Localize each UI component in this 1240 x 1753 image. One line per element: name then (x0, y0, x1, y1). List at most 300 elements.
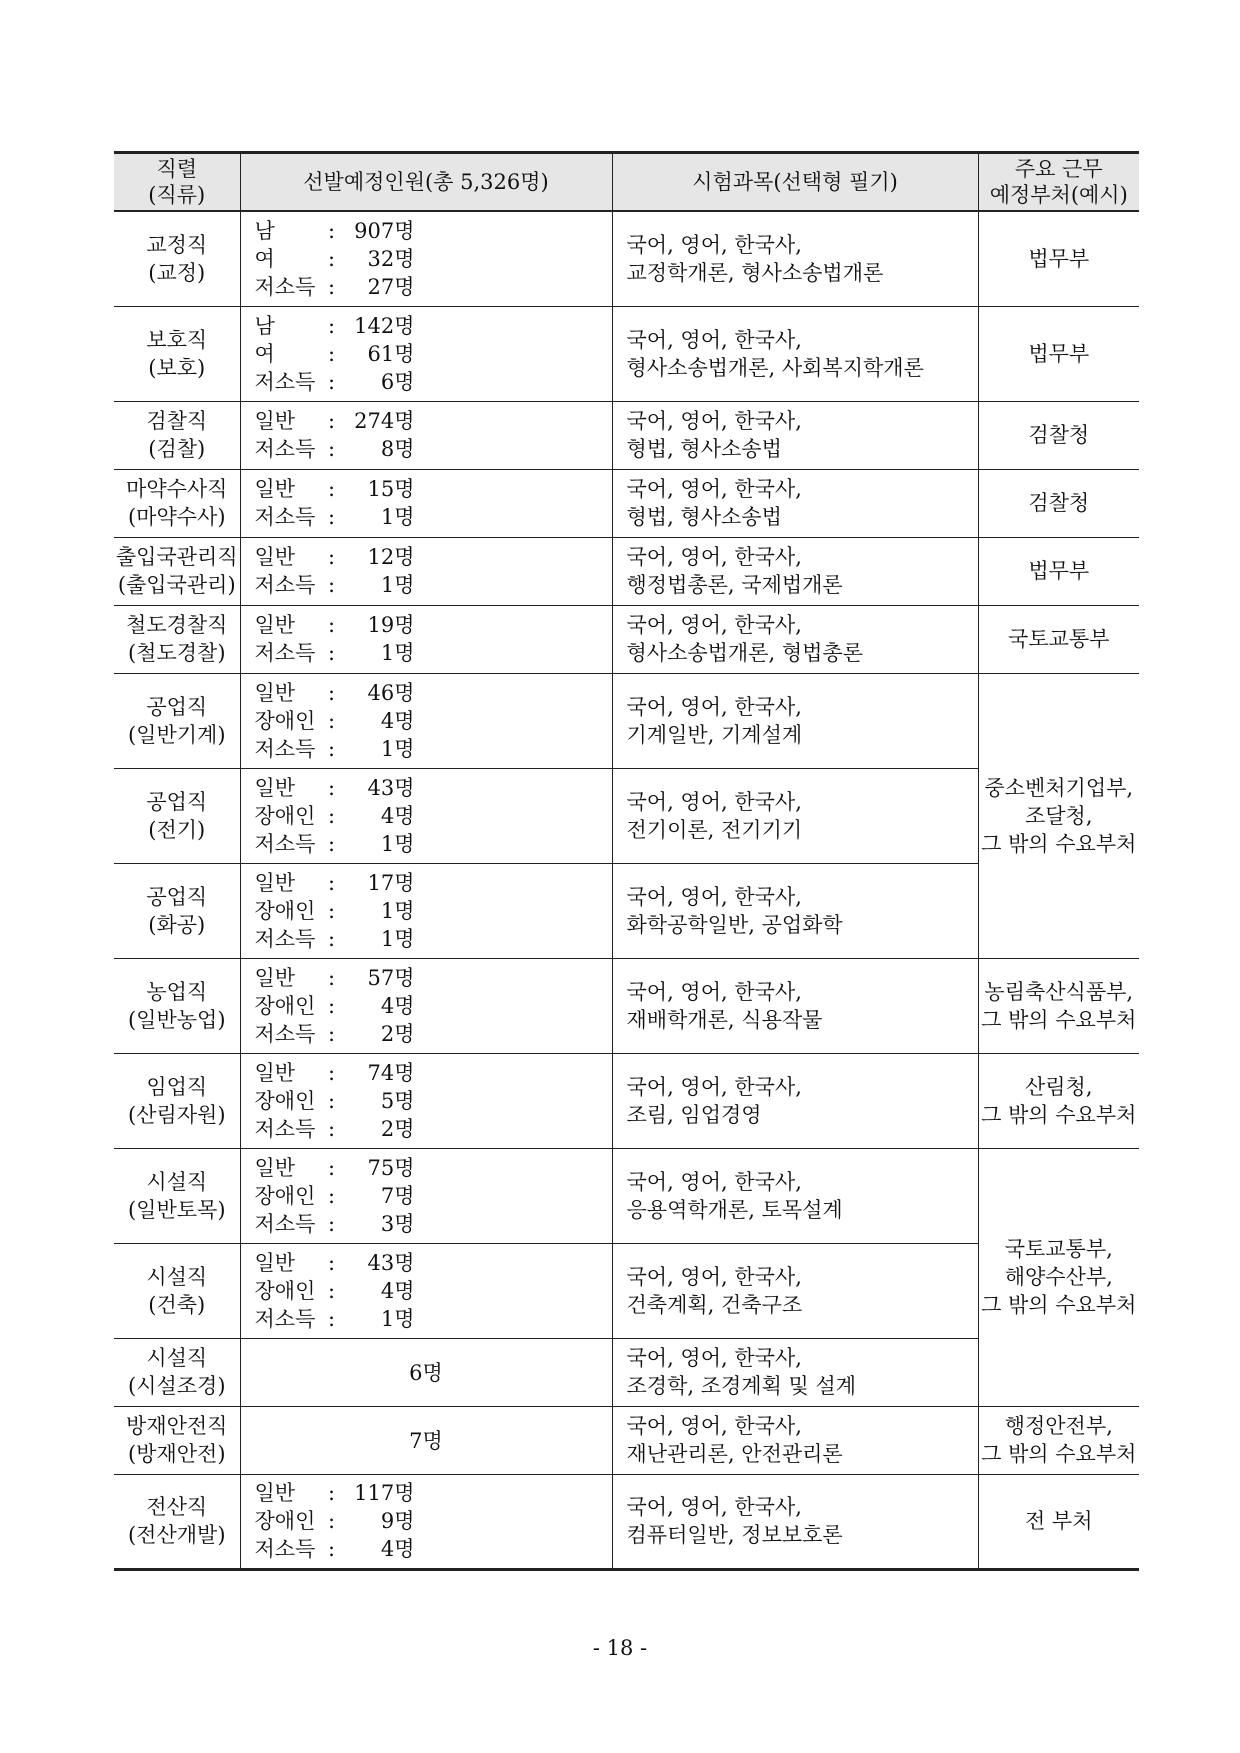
department-line: 산림청, (1024, 1074, 1093, 1099)
count-category: 저소득 (254, 1211, 316, 1236)
count-category: 저소득 (254, 926, 316, 951)
count-colon: : (327, 1155, 336, 1180)
count-category: 저소득 (254, 1537, 316, 1561)
job-series-text: 교정직 (146, 232, 208, 257)
exam-subjects-cell (612, 863, 978, 958)
count-colon: : (327, 313, 336, 338)
count-category: 일반 (254, 870, 296, 895)
exam-subject-line: 형사소송법개론, 사회복지학개론 (626, 355, 924, 380)
count-value: 43명 (367, 775, 415, 800)
exam-subject-line: 기계일반, 기계설계 (626, 722, 803, 747)
exam-subject-line: 국어, 영어, 한국사, (626, 1074, 802, 1099)
department-cell (978, 1406, 1139, 1474)
job-series-text: (시설조경) (127, 1374, 226, 1398)
planned-count-cell (240, 537, 612, 605)
count-line (255, 1249, 612, 1277)
job-series-text: 전산직 (146, 1495, 208, 1519)
count-category: 일반 (254, 775, 296, 800)
count-category: 남 (254, 313, 275, 338)
count-line (255, 639, 612, 667)
exam-subject-line: 국어, 영어, 한국사, (626, 613, 802, 637)
job-series-cell (114, 958, 240, 1053)
count-colon: : (327, 1509, 336, 1533)
department-line: 그 밖의 수요부처 (981, 1102, 1137, 1127)
planned-count-cell: 6명 (240, 1338, 612, 1406)
count-value: 46명 (367, 680, 415, 705)
job-series-cell (114, 1243, 240, 1338)
count-category: 저소득 (254, 274, 316, 299)
count-colon: : (327, 1183, 336, 1208)
count-category: 저소득 (254, 1306, 316, 1331)
count-colon: : (327, 898, 336, 923)
count-category: 저소득 (254, 1116, 316, 1141)
count-line (255, 802, 612, 830)
job-series-text: 검찰직 (146, 409, 208, 433)
exam-subjects-cell (612, 537, 978, 605)
department-cell (978, 673, 1139, 958)
job-series-cell (114, 306, 240, 401)
count-colon: : (327, 1278, 336, 1303)
job-series-cell (114, 211, 240, 306)
count-value: 74명 (367, 1060, 415, 1085)
department-cell (978, 605, 1139, 673)
count-line (255, 543, 612, 571)
count-category: 일반 (254, 1155, 296, 1180)
table-header-row (114, 153, 1139, 212)
planned-count-cell: 7명 (240, 1406, 612, 1474)
count-value: 1명 (380, 1306, 415, 1331)
count-colon: : (327, 369, 336, 394)
table-row (114, 1053, 1139, 1148)
department-cell (978, 401, 1139, 469)
planned-count-cell (240, 306, 612, 401)
count-line (255, 869, 612, 897)
department-line: 그 밖의 수요부처 (981, 1442, 1137, 1466)
count-line (255, 992, 612, 1020)
planned-count-cell (240, 605, 612, 673)
count-colon: : (327, 1250, 336, 1275)
count-category: 저소득 (254, 369, 316, 394)
count-value: 57명 (367, 965, 415, 990)
count-line (255, 1087, 612, 1115)
job-series-text: 출입국관리직 (115, 545, 238, 569)
department-line: 법무부 (1028, 341, 1090, 366)
count-colon: : (327, 1481, 336, 1505)
count-value: 1명 (380, 831, 415, 856)
job-series-text: (방재안전) (127, 1442, 226, 1466)
exam-subject-line: 국어, 영어, 한국사, (626, 232, 802, 257)
planned-count-cell (240, 211, 612, 306)
exam-subject-line: 형법, 형사소송법 (626, 437, 782, 461)
count-line (255, 707, 612, 735)
planned-count-cell (240, 1053, 612, 1148)
exam-subject-line: 교정학개론, 형사소송법개론 (626, 260, 884, 285)
count-colon: : (327, 1021, 336, 1046)
department-line: 해양수산부, (1004, 1265, 1113, 1289)
count-value: 4명 (380, 1537, 415, 1561)
count-line (255, 1182, 612, 1210)
job-series-text: (출입국관리) (117, 573, 236, 597)
count-value: 1명 (380, 505, 415, 529)
count-colon: : (327, 708, 336, 733)
table-row (114, 1406, 1139, 1474)
count-colon: : (327, 1211, 336, 1236)
count-colon: : (327, 274, 336, 299)
count-category: 남 (254, 218, 275, 243)
job-series-text: 시설직 (146, 1264, 208, 1289)
exam-subject-line: 재배학개론, 식용작물 (626, 1007, 823, 1032)
count-category: 일반 (254, 477, 296, 501)
job-series-text: 시설직 (146, 1346, 208, 1370)
department-line: 전 부처 (1024, 1509, 1093, 1533)
count-category: 저소득 (254, 573, 316, 597)
count-line (255, 217, 612, 245)
job-series-text: 철도경찰직 (126, 613, 228, 637)
count-category: 장애인 (254, 803, 316, 828)
count-colon: : (327, 736, 336, 761)
count-value: 7명 (380, 1183, 415, 1208)
exam-subject-line: 형법, 형사소송법 (626, 505, 782, 529)
count-value: 6명 (380, 369, 415, 394)
count-value: 4명 (380, 803, 415, 828)
count-category: 장애인 (254, 1088, 316, 1113)
count-category: 일반 (254, 545, 296, 569)
count-category: 장애인 (254, 993, 316, 1018)
job-series-cell (114, 1474, 240, 1569)
job-series-text: (일반기계) (127, 722, 226, 747)
table-row (114, 211, 1139, 306)
job-series-text: (건축) (148, 1292, 206, 1317)
count-category: 일반 (254, 1250, 296, 1275)
department-cell (978, 211, 1139, 306)
count-line (255, 245, 612, 273)
count-line (255, 964, 612, 992)
count-line (255, 1305, 612, 1333)
count-value: 1명 (380, 736, 415, 761)
department-line: 행정안전부, (1004, 1414, 1113, 1438)
count-line (255, 273, 612, 301)
job-series-cell (114, 537, 240, 605)
exam-subjects-cell (612, 469, 978, 537)
count-category: 저소득 (254, 736, 316, 761)
department-cell (978, 1148, 1139, 1406)
count-line (255, 897, 612, 925)
job-series-cell (114, 1148, 240, 1243)
exam-subject-line: 화학공학일반, 공업화학 (626, 912, 843, 937)
count-value: 142명 (354, 313, 415, 338)
exam-subject-line: 건축계획, 건축구조 (626, 1292, 803, 1317)
table-row (114, 537, 1139, 605)
count-colon: : (327, 1306, 336, 1331)
count-colon: : (327, 926, 336, 951)
count-value: 9명 (380, 1509, 415, 1533)
count-value: 15명 (367, 477, 415, 501)
job-series-text: 임업직 (146, 1074, 208, 1099)
department-line: 농림축산식품부, (984, 979, 1134, 1004)
exam-subject-line: 응용역학개론, 토목설계 (626, 1197, 843, 1222)
planned-count-cell (240, 1474, 612, 1569)
count-colon: : (327, 545, 336, 569)
table-row (114, 1474, 1139, 1569)
job-series-text: 시설직 (146, 1169, 208, 1194)
exam-subject-line: 전기이론, 전기기기 (626, 817, 803, 842)
count-value: 75명 (367, 1155, 415, 1180)
department-line: 그 밖의 수요부처 (981, 1293, 1137, 1317)
department-line: 국토교통부 (1008, 627, 1110, 651)
department-line: 법무부 (1028, 559, 1090, 583)
count-category: 일반 (254, 1481, 296, 1505)
count-value: 907명 (354, 218, 415, 243)
planned-count-cell (240, 401, 612, 469)
exam-subjects-cell (612, 1148, 978, 1243)
count-value: 4명 (380, 1278, 415, 1303)
count-line (255, 1535, 612, 1563)
planned-count-cell (240, 1243, 612, 1338)
count-colon: : (327, 613, 336, 637)
count-category: 저소득 (254, 437, 316, 461)
department-line: 검찰청 (1028, 491, 1090, 515)
header-department: 주요 근무 예정부처(예시) (978, 153, 1139, 212)
count-colon: : (327, 1088, 336, 1113)
job-series-cell (114, 673, 240, 768)
table-row (114, 401, 1139, 469)
count-colon: : (327, 870, 336, 895)
department-cell (978, 958, 1139, 1053)
count-category: 장애인 (254, 1183, 316, 1208)
count-colon: : (327, 409, 336, 433)
count-line (255, 1507, 612, 1535)
count-line (255, 312, 612, 340)
count-category: 일반 (254, 680, 296, 705)
exam-subjects-cell (612, 1474, 978, 1569)
department-line: 검찰청 (1028, 423, 1090, 447)
count-category: 일반 (254, 1060, 296, 1085)
exam-subjects-cell (612, 605, 978, 673)
count-category: 장애인 (254, 708, 316, 733)
count-colon: : (327, 437, 336, 461)
count-colon: : (327, 246, 336, 271)
header-exam-subjects: 시험과목(선택형 필기) (612, 153, 978, 212)
count-value: 1명 (380, 926, 415, 951)
count-colon: : (327, 573, 336, 597)
count-line (255, 475, 612, 503)
table-row (114, 958, 1139, 1053)
exam-subjects-cell (612, 306, 978, 401)
job-series-text: 공업직 (146, 694, 208, 719)
count-value: 274명 (354, 409, 415, 433)
count-colon: : (327, 1060, 336, 1085)
exam-subject-line: 조림, 임업경영 (626, 1102, 762, 1127)
page-number: - 18 - (592, 1636, 648, 1660)
count-colon: : (327, 218, 336, 243)
job-series-text: 방재안전직 (126, 1414, 228, 1438)
count-category: 여 (254, 246, 275, 271)
count-colon: : (327, 831, 336, 856)
table-row (114, 673, 1139, 768)
count-value: 8명 (380, 437, 415, 461)
count-value: 61명 (367, 341, 415, 366)
count-line (255, 735, 612, 763)
count-category: 저소득 (254, 831, 316, 856)
count-value: 17명 (367, 870, 415, 895)
count-value: 27명 (367, 274, 415, 299)
count-category: 장애인 (254, 1278, 316, 1303)
count-line (255, 340, 612, 368)
count-line (255, 830, 612, 858)
exam-subject-line: 재난관리론, 안전관리론 (626, 1442, 843, 1466)
header-job-series: 직렬 (직류) (114, 153, 240, 212)
job-series-text: (전산개발) (127, 1523, 226, 1547)
count-colon: : (327, 477, 336, 501)
count-category: 여 (254, 341, 275, 366)
exam-subjects-cell (612, 1406, 978, 1474)
table-row (114, 306, 1139, 401)
count-line (255, 368, 612, 396)
count-colon: : (327, 775, 336, 800)
count-category: 저소득 (254, 1021, 316, 1046)
job-series-cell (114, 863, 240, 958)
header-planned-count: 선발예정인원(총 5,326명) (240, 153, 612, 212)
planned-count-cell (240, 1148, 612, 1243)
count-value: 43명 (367, 1250, 415, 1275)
department-cell (978, 469, 1139, 537)
job-series-text: (일반농업) (127, 1007, 226, 1032)
exam-subjects-cell (612, 401, 978, 469)
job-series-cell (114, 1406, 240, 1474)
count-value: 19명 (367, 613, 415, 637)
exam-subject-line: 국어, 영어, 한국사, (626, 884, 802, 909)
count-category: 저소득 (254, 641, 316, 665)
count-line (255, 1059, 612, 1087)
exam-subjects-cell (612, 211, 978, 306)
exam-subject-line: 컴퓨터일반, 정보보호론 (626, 1523, 843, 1547)
exam-subject-line: 국어, 영어, 한국사, (626, 1264, 802, 1289)
job-series-text: 공업직 (146, 884, 208, 909)
planned-count-cell (240, 958, 612, 1053)
department-line: 그 밖의 수요부처 (981, 1007, 1137, 1032)
count-value: 117명 (354, 1481, 415, 1505)
department-line: 조달청, (1024, 803, 1093, 828)
exam-subjects-cell (612, 768, 978, 863)
job-series-cell (114, 469, 240, 537)
job-series-cell (114, 1053, 240, 1148)
exam-subject-line: 국어, 영어, 한국사, (626, 477, 802, 501)
job-series-cell (114, 401, 240, 469)
count-line (255, 774, 612, 802)
exam-subject-line: 국어, 영어, 한국사, (626, 409, 802, 433)
planned-count-cell (240, 863, 612, 958)
count-value: 1명 (380, 573, 415, 597)
job-series-text: (검찰) (148, 437, 206, 461)
count-value: 32명 (367, 246, 415, 271)
table-row (114, 1148, 1139, 1243)
count-colon: : (327, 993, 336, 1018)
department-cell (978, 1474, 1139, 1569)
count-value: 2명 (380, 1116, 415, 1141)
exam-subject-line: 국어, 영어, 한국사, (626, 1414, 802, 1438)
exam-subject-line: 국어, 영어, 한국사, (626, 979, 802, 1004)
count-line (255, 1154, 612, 1182)
exam-subject-line: 국어, 영어, 한국사, (626, 1169, 802, 1194)
count-colon: : (327, 341, 336, 366)
planned-count-cell (240, 768, 612, 863)
count-line (255, 1210, 612, 1238)
count-line (255, 925, 612, 953)
job-series-cell (114, 605, 240, 673)
count-value: 1명 (380, 641, 415, 665)
count-colon: : (327, 965, 336, 990)
job-series-cell (114, 1338, 240, 1406)
recruitment-table (114, 151, 1139, 1571)
count-line (255, 1479, 612, 1507)
exam-subjects-cell (612, 958, 978, 1053)
count-value: 12명 (367, 545, 415, 569)
exam-subject-line: 국어, 영어, 한국사, (626, 327, 802, 352)
count-value: 4명 (380, 708, 415, 733)
job-series-text: 공업직 (146, 789, 208, 814)
count-line (255, 435, 612, 463)
table-row (114, 605, 1139, 673)
exam-subject-line: 조경학, 조경계획 및 설계 (626, 1374, 857, 1398)
job-series-text: (산림자원) (127, 1102, 226, 1127)
table-row (114, 469, 1139, 537)
count-category: 장애인 (254, 1509, 316, 1533)
department-line: 법무부 (1028, 246, 1090, 271)
count-line (255, 611, 612, 639)
table-body (114, 211, 1139, 1569)
count-colon: : (327, 680, 336, 705)
count-line (255, 679, 612, 707)
count-line (255, 1277, 612, 1305)
count-category: 저소득 (254, 505, 316, 529)
count-line (255, 1020, 612, 1048)
exam-subjects-cell (612, 1053, 978, 1148)
count-value: 1명 (380, 898, 415, 923)
count-value: 5명 (380, 1088, 415, 1113)
job-series-text: 보호직 (146, 327, 208, 352)
count-value: 2명 (380, 1021, 415, 1046)
planned-count-cell (240, 469, 612, 537)
department-line: 그 밖의 수요부처 (981, 831, 1137, 856)
job-series-cell (114, 768, 240, 863)
count-category: 일반 (254, 409, 296, 433)
department-cell (978, 1053, 1139, 1148)
department-cell (978, 537, 1139, 605)
count-line (255, 503, 612, 531)
exam-subjects-cell (612, 673, 978, 768)
job-series-text: 마약수사직 (126, 477, 228, 501)
exam-subject-line: 국어, 영어, 한국사, (626, 789, 802, 814)
count-colon: : (327, 803, 336, 828)
exam-subject-line: 국어, 영어, 한국사, (626, 545, 802, 569)
exam-subjects-cell (612, 1243, 978, 1338)
count-line (255, 407, 612, 435)
job-series-text: (교정) (148, 260, 206, 285)
exam-subject-line: 행정법총론, 국제법개론 (626, 573, 843, 597)
count-category: 일반 (254, 613, 296, 637)
department-line: 중소벤처기업부, (984, 775, 1134, 800)
exam-subject-line: 국어, 영어, 한국사, (626, 1346, 802, 1370)
count-colon: : (327, 1116, 336, 1141)
count-value: 3명 (380, 1211, 415, 1236)
count-line (255, 571, 612, 599)
job-series-text: (마약수사) (127, 505, 226, 529)
job-series-text: (전기) (148, 817, 206, 842)
count-line (255, 1115, 612, 1143)
planned-count-cell (240, 673, 612, 768)
department-cell (978, 306, 1139, 401)
count-value: 4명 (380, 993, 415, 1018)
